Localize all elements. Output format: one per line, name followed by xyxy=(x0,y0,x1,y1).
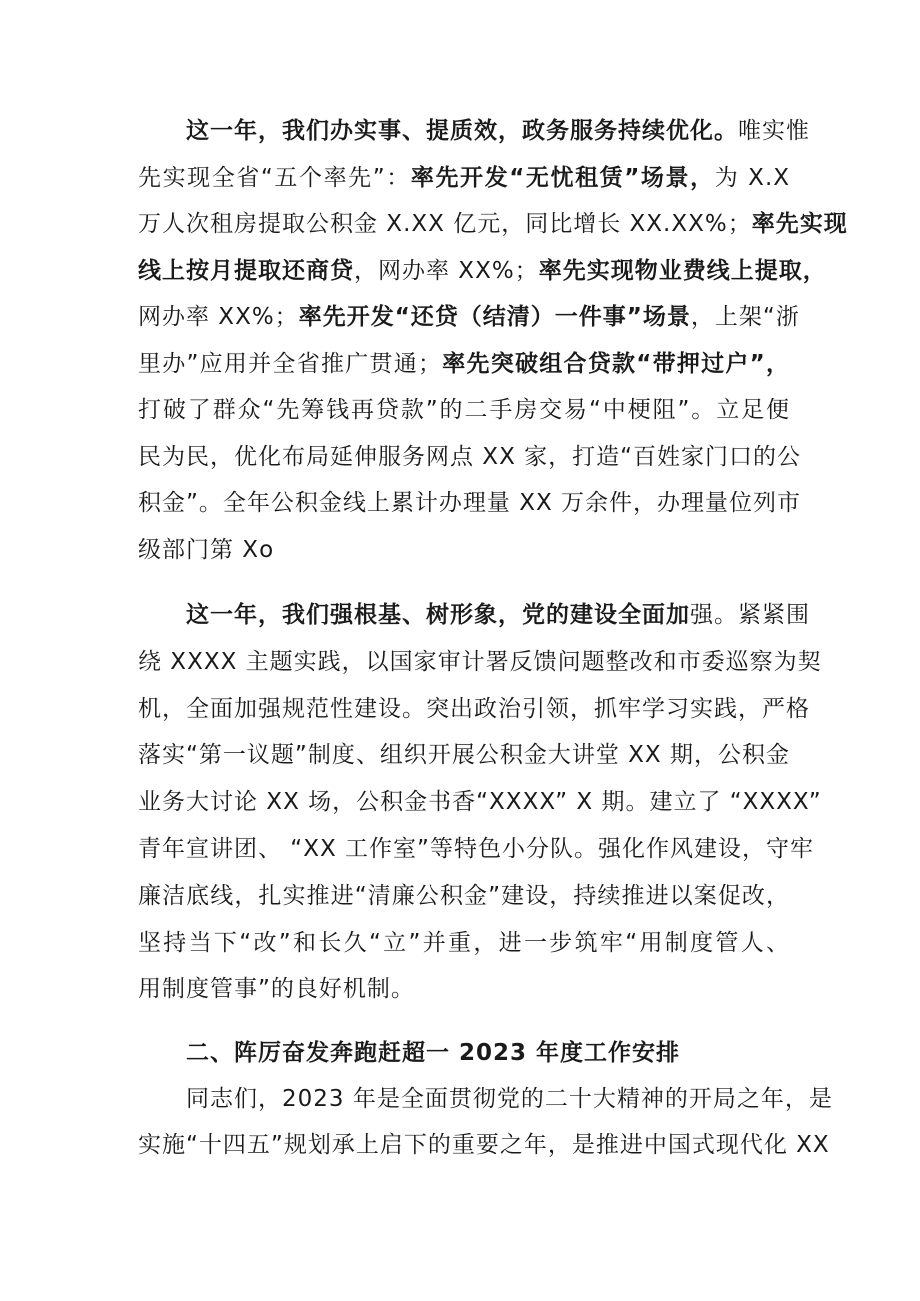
text-line xyxy=(138,732,790,778)
text-run: 万人次租房提取公积金 X.XX 亿元，同比增长 XX.XX%； xyxy=(138,211,752,237)
text-run: 业务大讨论 XX 场，公积金书香“XXXX” X 期。建立了 “XXXX” xyxy=(138,789,822,816)
text-run: 网办率 XX%； xyxy=(138,304,299,330)
text-line xyxy=(186,1076,833,1122)
text-run: 民为民，优化布局延伸服务网点 XX 家，打造“百姓家门口的公 xyxy=(138,443,802,470)
text-run: 实施“十四五”规划承上启下的重要之年，是推进中国式现代化 XX xyxy=(138,1132,830,1158)
bold-text-run: 率先实现物业费线上提取， xyxy=(538,257,827,284)
text-run: 为 X.X xyxy=(714,164,791,191)
text-line xyxy=(138,480,802,526)
bold-text-run: 这一年，我们强根基、树形象，党的建设全面加 xyxy=(186,602,690,628)
text-run: ，上架“浙 xyxy=(690,304,800,330)
text-line xyxy=(138,155,790,201)
text-line xyxy=(138,294,800,340)
text-run: 廉洁底线，扎实推进“清廉公积金”建设，持续推进以案促改， xyxy=(138,882,790,909)
text-run: 落实“第一议题”制度、组织开展公积金大讲堂 XX 期，公积金 xyxy=(138,742,790,769)
text-line xyxy=(138,527,790,573)
text-line xyxy=(186,592,810,638)
text-run: 强。紧紧围 xyxy=(690,602,810,628)
text-run: ，网办率 XX%； xyxy=(354,257,539,284)
text-run: 同志们，2023 年是全面贯彻党的二十大精神的开局之年，是 xyxy=(186,1086,833,1112)
text-line xyxy=(138,873,790,919)
text-line xyxy=(138,966,790,1012)
text-line xyxy=(138,639,822,685)
bold-text-run: 线上按月提取还商贷 xyxy=(138,257,354,284)
text-line xyxy=(186,108,810,154)
text-run: 里办”应用并全省推广贯通； xyxy=(138,350,442,377)
text-run: 积金”。全年公积金线上累计办理量 XX 万余件，办理量位列市 xyxy=(138,490,802,516)
text-line xyxy=(138,387,790,433)
text-line xyxy=(138,341,790,387)
text-run: 机，全面加强规范性建设。突出政治引领，抓牢学习实践，严格 xyxy=(138,695,810,722)
text-line xyxy=(138,779,822,825)
bold-text-run: 率先实现 xyxy=(751,211,848,237)
text-run: 坚持当下“改”和长久“立”并重，进一步筑牢“用制度管人、 xyxy=(138,929,790,956)
text-run: 青年宣讲团、 “XX 工作室”等特色小分队。强化作风建设，守牢 xyxy=(138,836,814,862)
text-run: 打破了群众“先筹钱再贷款”的二手房交易“中梗阻”。立足便 xyxy=(138,397,790,423)
section-heading: 二、阵厉奋发奔跑赶超一 2023 年度工作安排 xyxy=(186,1040,681,1066)
bold-text-run: 率先开发“还贷（结清）一件事”场景 xyxy=(298,304,691,330)
bold-text-run: 这一年，我们办实事、提质效，政务服务持续优化。 xyxy=(186,118,738,144)
text-line xyxy=(138,826,814,872)
text-run: 唯实惟 xyxy=(738,118,810,144)
text-line xyxy=(138,201,848,247)
text-run: 先实现全省“五个率先”： xyxy=(138,164,411,191)
bold-text-run: 率先突破组合贷款“带押过户”， xyxy=(441,350,791,377)
text-run: 绕 XXXX 主题实践，以国家审计署反馈问题整改和市委巡察为契 xyxy=(138,648,822,675)
text-line xyxy=(138,248,827,294)
text-line xyxy=(138,1122,830,1168)
text-line xyxy=(138,434,802,480)
text-line xyxy=(138,920,790,966)
text-run: 用制度管事”的良好机制。 xyxy=(138,976,415,1003)
text-line xyxy=(138,686,810,732)
text-run: 级部门第 Xo xyxy=(138,536,275,563)
bold-text-run: 率先开发“无忧租赁”场景， xyxy=(410,164,715,191)
